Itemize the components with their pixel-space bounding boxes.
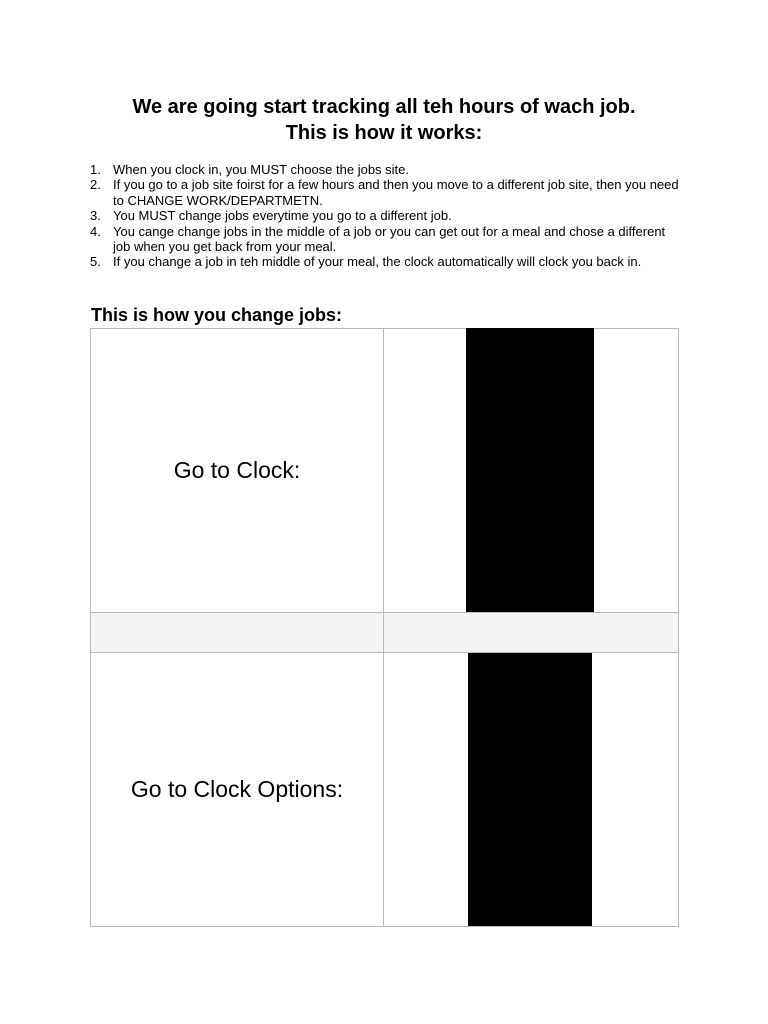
step-label-cell xyxy=(91,329,384,613)
list-item xyxy=(90,177,680,208)
title-line-2: This is how it works: xyxy=(285,122,483,144)
list-item xyxy=(90,208,680,223)
list-item-number: 5. xyxy=(90,254,101,270)
clock-options-screenshot-image xyxy=(468,653,592,926)
empty-cell xyxy=(91,613,384,653)
list-item xyxy=(90,254,680,269)
title-line-1: We are going start tracking all teh hours of wach job. xyxy=(132,96,636,118)
list-item-text: When you clock in, you MUST choose the jobs site. xyxy=(113,162,410,177)
list-item-number: 3. xyxy=(90,208,101,224)
instruction-list xyxy=(90,162,680,270)
list-item xyxy=(90,224,680,255)
list-item xyxy=(90,162,680,177)
list-item-text: If you go to a job site foirst for a few hours and then you move to a different job site, then you need to CHANGE WORK/DEPARTMETN. xyxy=(113,177,679,208)
clock-screenshot-image xyxy=(466,328,594,612)
empty-cell xyxy=(384,613,679,653)
list-item-number: 4. xyxy=(90,223,101,239)
step-label: Go to Clock: xyxy=(173,457,301,483)
step-label-cell xyxy=(91,653,384,927)
table-row xyxy=(91,653,679,927)
screenshot-cell xyxy=(384,329,679,613)
list-item-text: You MUST change jobs everytime you go to a different job. xyxy=(113,208,452,224)
section-title: This is how you change jobs: xyxy=(91,305,343,325)
step-label: Go to Clock Options: xyxy=(130,776,344,802)
list-item-text: You cange change jobs in the middle of a job or you can get out for a meal and chose a different job when you get back from your meal. xyxy=(113,223,666,255)
screenshot-cell xyxy=(384,653,679,927)
instructions-table xyxy=(90,328,679,927)
list-item-number: 2. xyxy=(90,177,101,193)
table-row xyxy=(91,613,679,653)
page-title xyxy=(0,94,768,146)
table-row xyxy=(91,329,679,613)
list-item-text: If you change a job in teh middle of your meal, the clock automatically will clock you back in. xyxy=(113,254,642,270)
list-item-number: 1. xyxy=(90,162,101,177)
